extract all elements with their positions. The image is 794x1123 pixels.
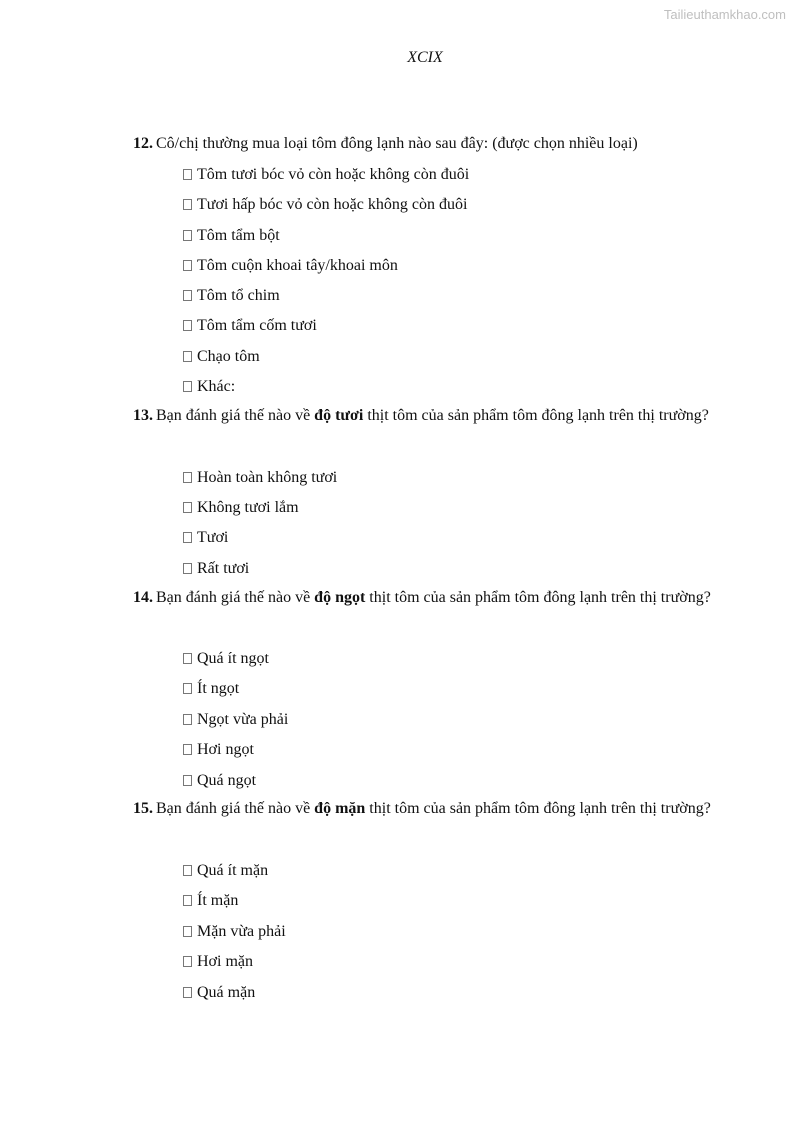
option-label: Hoàn toàn không tươi [197,469,338,486]
question-number: 13. [133,407,153,424]
option-label: Rất tươi [197,560,250,577]
question-text: thịt tôm của sản phẩm tôm đông lạnh trên thị trường? [365,800,711,817]
option[interactable] [183,921,286,943]
question-14 [133,583,719,613]
checkbox-icon[interactable] [183,502,192,513]
option-label: Hơi mặn [197,953,254,970]
option-label: Không tươi lắm [197,499,299,516]
question-12 [133,129,719,159]
option-label: Mặn vừa phải [197,923,286,940]
option-label: Quá ít mặn [197,862,269,879]
question-text: Cô/chị thường mua loại tôm đông lạnh nào sau đây: (được chọn nhiều loại) [156,135,638,152]
option-label: Tôm cuộn khoai tây/khoai môn [197,257,398,274]
checkbox-icon[interactable] [183,563,192,574]
question-number: 12. [133,135,153,152]
option[interactable] [183,164,469,186]
option-label: Khác: [197,378,236,395]
checkbox-icon[interactable] [183,653,192,664]
option[interactable] [183,315,317,337]
option[interactable] [183,225,280,247]
question-emphasis: độ ngọt [314,589,366,606]
option[interactable] [183,497,299,519]
option[interactable] [183,709,288,731]
checkbox-icon[interactable] [183,865,192,876]
option-label: Tươi [197,529,229,546]
checkbox-icon[interactable] [183,987,192,998]
option-label: Chạo tôm [197,348,260,365]
option[interactable] [183,982,255,1004]
checkbox-icon[interactable] [183,926,192,937]
checkbox-icon[interactable] [183,683,192,694]
checkbox-icon[interactable] [183,956,192,967]
option[interactable] [183,558,249,580]
checkbox-icon[interactable] [183,230,192,241]
question-13 [133,401,719,431]
option-label: Tôm tẩm cốm tươi [197,317,317,334]
checkbox-icon[interactable] [183,351,192,362]
option[interactable] [183,527,228,549]
option-label: Ít mặn [197,892,239,909]
question-number: 14. [133,589,153,606]
option[interactable] [183,376,235,398]
option-label: Hơi ngọt [197,741,254,758]
question-text: Bạn đánh giá thế nào về [156,800,315,817]
option-label: Ít ngọt [197,680,240,697]
option-label: Tôm tươi bóc vỏ còn hoặc không còn đuôi [197,166,470,183]
checkbox-icon[interactable] [183,775,192,786]
checkbox-icon[interactable] [183,199,192,210]
question-15 [133,794,719,824]
option-label: Ngọt vừa phải [197,711,289,728]
option[interactable] [183,860,268,882]
checkbox-icon[interactable] [183,169,192,180]
checkbox-icon[interactable] [183,381,192,392]
option-label: Quá mặn [197,984,256,1001]
question-text: Bạn đánh giá thế nào về [156,407,315,424]
question-emphasis: độ mặn [314,800,366,817]
checkbox-icon[interactable] [183,472,192,483]
page-number: XCIX [407,49,443,66]
option[interactable] [183,346,260,368]
option[interactable] [183,770,256,792]
option-label: Quá ngọt [197,772,257,789]
option[interactable] [183,739,254,761]
option[interactable] [183,648,269,670]
option[interactable] [183,951,253,973]
checkbox-icon[interactable] [183,320,192,331]
checkbox-icon[interactable] [183,260,192,271]
option[interactable] [183,194,467,216]
question-text: thịt tôm của sản phẩm tôm đông lạnh trên thị trường? [365,589,711,606]
checkbox-icon[interactable] [183,714,192,725]
option-label: Quá ít ngọt [197,650,269,667]
option[interactable] [183,890,238,912]
question-text: thịt tôm của sản phẩm tôm đông lạnh trên thị trường? [363,407,709,424]
checkbox-icon[interactable] [183,895,192,906]
option[interactable] [183,467,337,489]
question-emphasis: độ tươi [314,407,364,424]
checkbox-icon[interactable] [183,744,192,755]
checkbox-icon[interactable] [183,532,192,543]
checkbox-icon[interactable] [183,290,192,301]
option-label: Tôm tổ chim [197,287,280,304]
question-number: 15. [133,800,153,817]
option[interactable] [183,285,280,307]
option[interactable] [183,255,398,277]
question-text: Bạn đánh giá thế nào về [156,589,315,606]
option[interactable] [183,678,239,700]
option-label: Tươi hấp bóc vỏ còn hoặc không còn đuôi [197,196,468,213]
watermark: Tailieuthamkhao.com [663,7,786,22]
option-label: Tôm tẩm bột [197,227,280,244]
